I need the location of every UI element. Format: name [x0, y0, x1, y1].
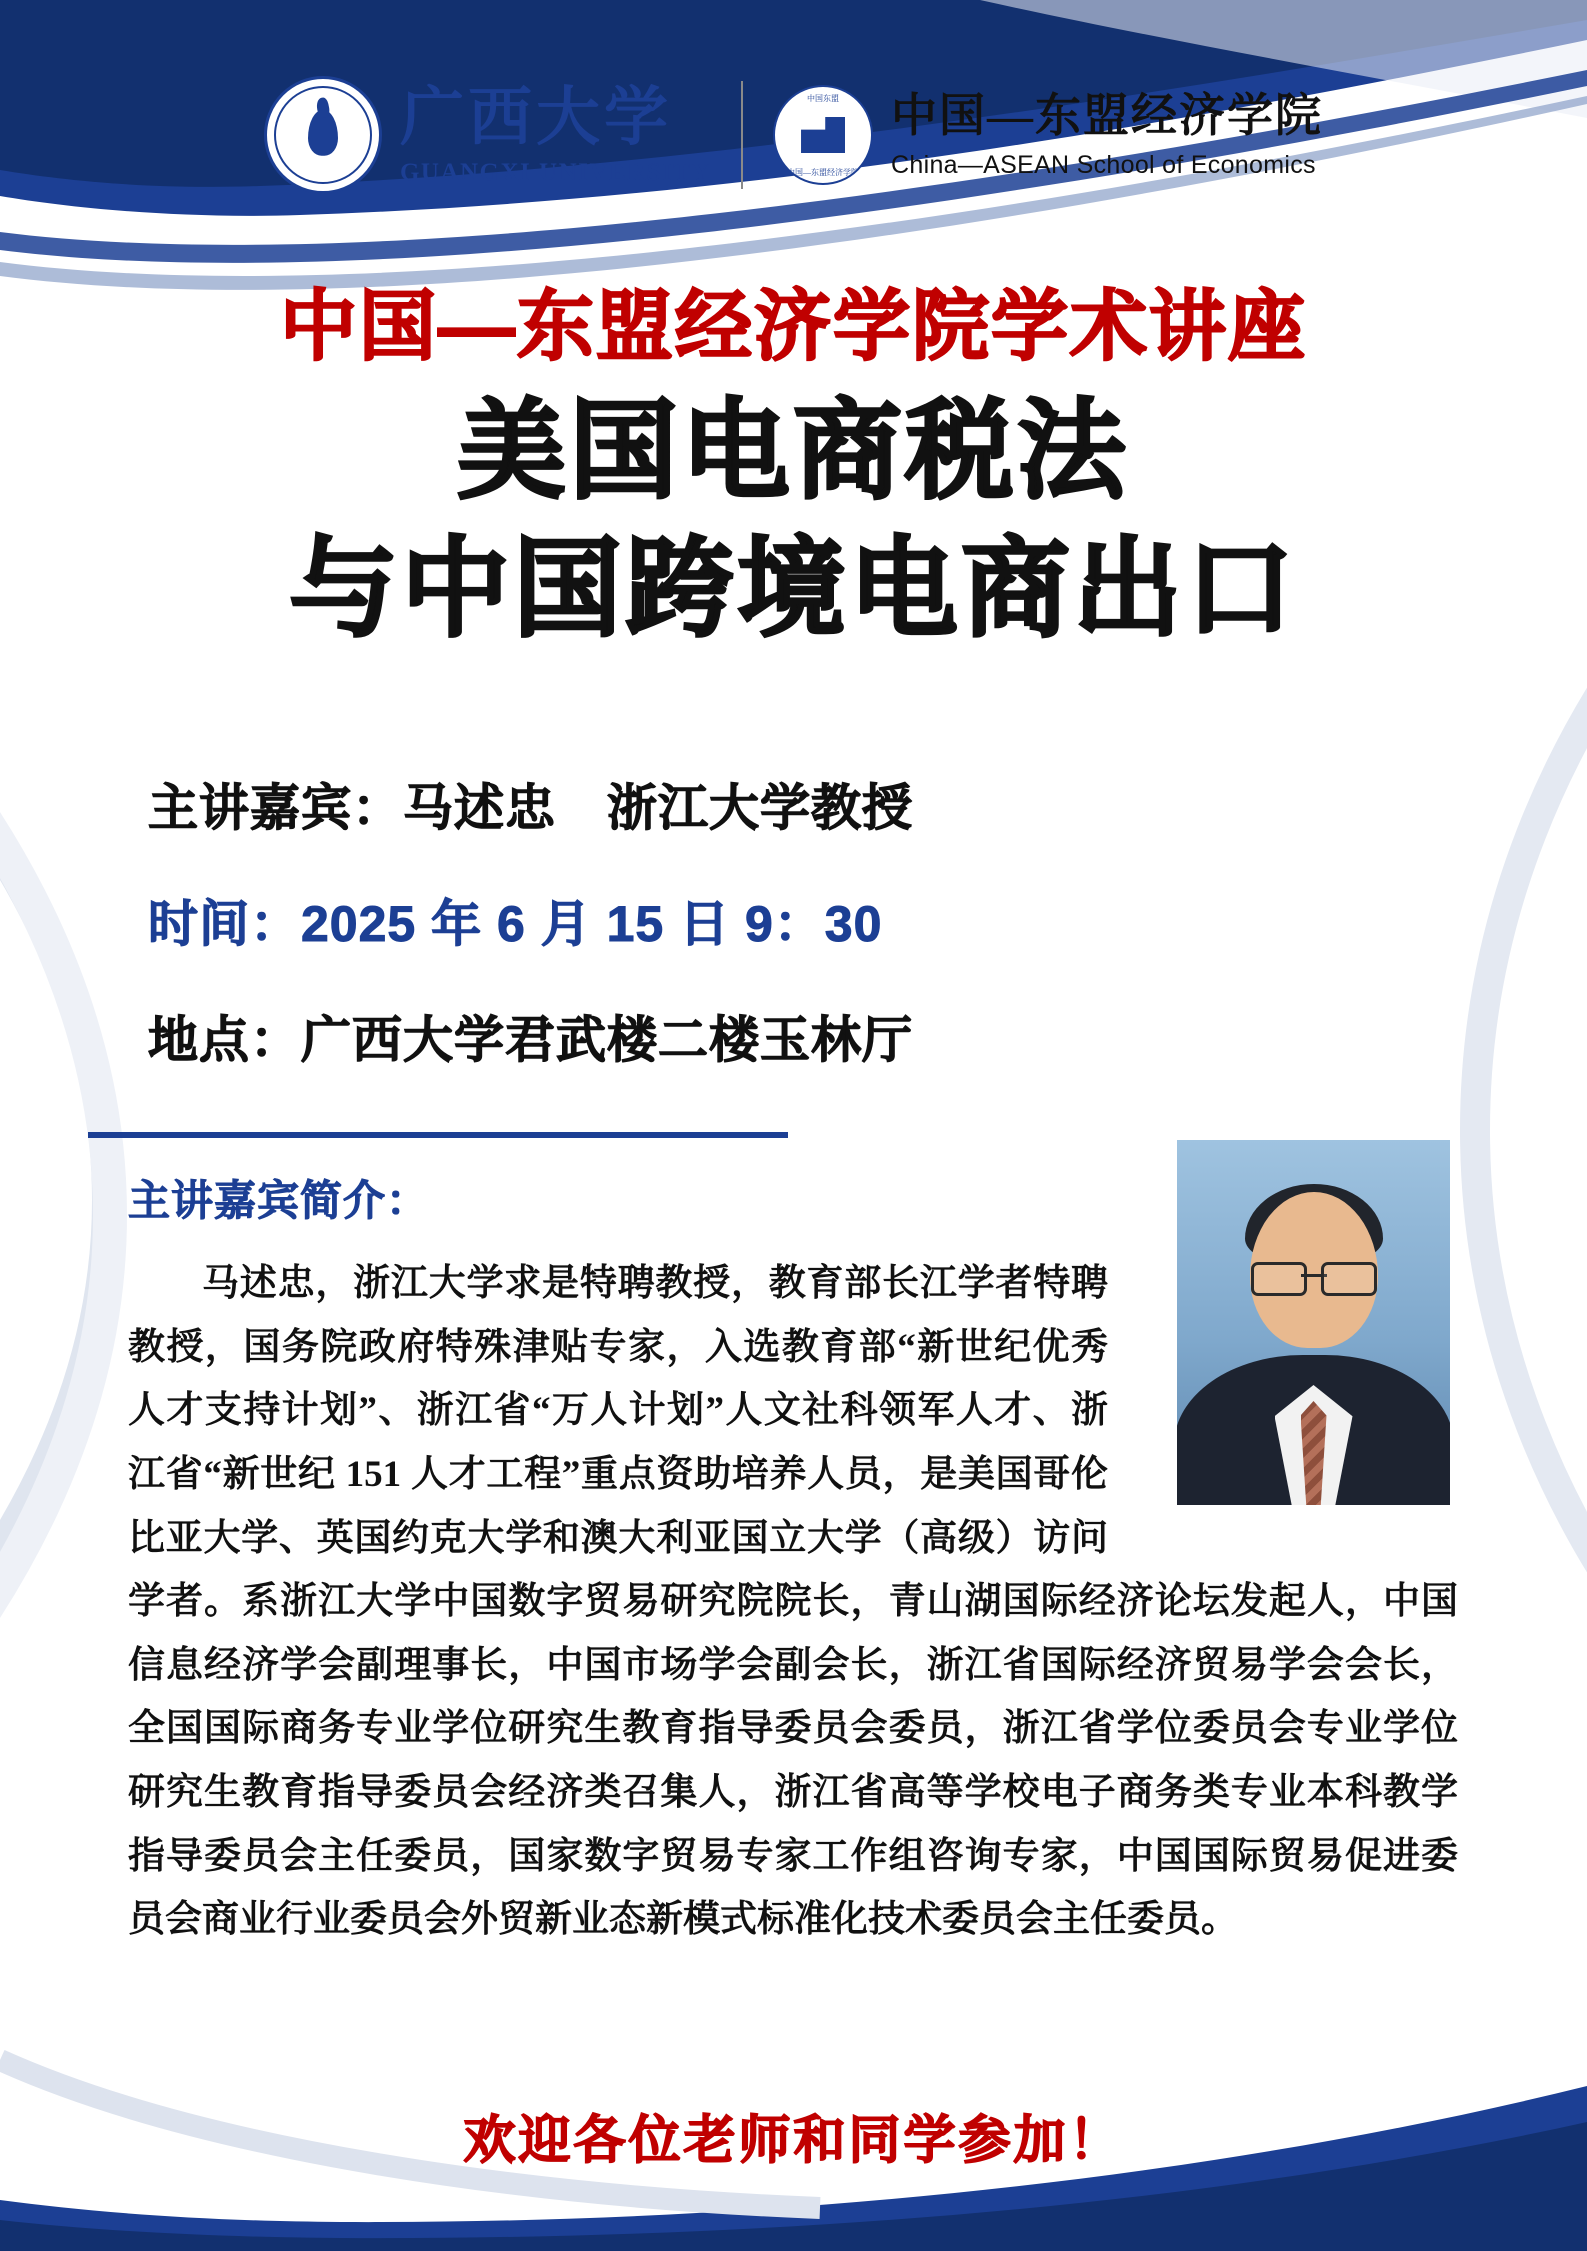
title-line-1: 美国电商税法	[457, 390, 1130, 511]
title-line-2: 与中国跨境电商出口	[289, 528, 1298, 650]
section-divider	[88, 1132, 788, 1138]
header-logos	[0, 60, 1587, 210]
place-row: 地点：广西大学君武楼二楼玉林厅	[148, 1012, 913, 1068]
china-asean-school-logo	[773, 85, 1323, 185]
cas-seal-top-text: 中国东盟	[807, 94, 840, 103]
footer-welcome-note: 欢迎各位老师和同学参加！	[463, 2112, 1124, 2170]
bio-text: 马述忠，浙江大学求是特聘教授，教育部长江学者特聘教授，国务院政府特殊津贴专家，入选教育部“新世纪优秀人才支持计划”、浙江省“万人计划”人文社科领军人才、浙江省“新世纪 151 人才工程”重点资助培养人员，是美国哥伦比亚大学、英国约克大学和澳大利亚国立大学（高级）访问学者。系浙江大学中国数字贸易研究院院长，青山湖国际经济论坛发起人，中国信息经济学会副理事长，中国市场学会副会长，浙江省国际经济贸易学会会长，全国国际商务专业学位研究生教育指导委员会委员，浙江省学位委员会专业学位研究生教育指导委员会经济类召集人，浙江省高等学校电子商务类专业本科教学指导委员会主任委员，国家数字贸易专家工作组咨询专家，中国国际贸易促进委员会商业行业委员会外贸新业态新模式标准化技术委员会主任委员。	[128, 1263, 1458, 1941]
time-row: 时间：2025 年 6 月 15 日 9：30	[148, 896, 883, 952]
school-name-en: China—ASEAN School of Economics	[891, 150, 1316, 179]
cas-seal-bottom-text: 中国—东盟经济学院	[787, 168, 860, 177]
university-name-en: GUANGXI UNIVERSITY	[399, 158, 712, 186]
speaker-row: 主讲嘉宾：马述忠 浙江大学教授	[148, 780, 913, 836]
school-name-cn: 中国—东盟经济学院	[891, 89, 1324, 141]
guangxi-university-logo	[264, 76, 711, 194]
glasses-icon	[1251, 1262, 1377, 1292]
china-asean-seal-icon	[773, 85, 873, 185]
logo-divider	[741, 81, 743, 189]
lecture-series-title: 中国—东盟经济学院学术讲座	[280, 284, 1307, 370]
bio-heading: 主讲嘉宾简介：	[128, 1177, 430, 1224]
speaker-portrait	[1177, 1140, 1450, 1505]
page-title	[0, 382, 1587, 658]
event-info	[148, 768, 913, 1072]
guangxi-university-seal-icon	[264, 76, 382, 194]
university-name-cn: 广西大学	[399, 81, 672, 153]
